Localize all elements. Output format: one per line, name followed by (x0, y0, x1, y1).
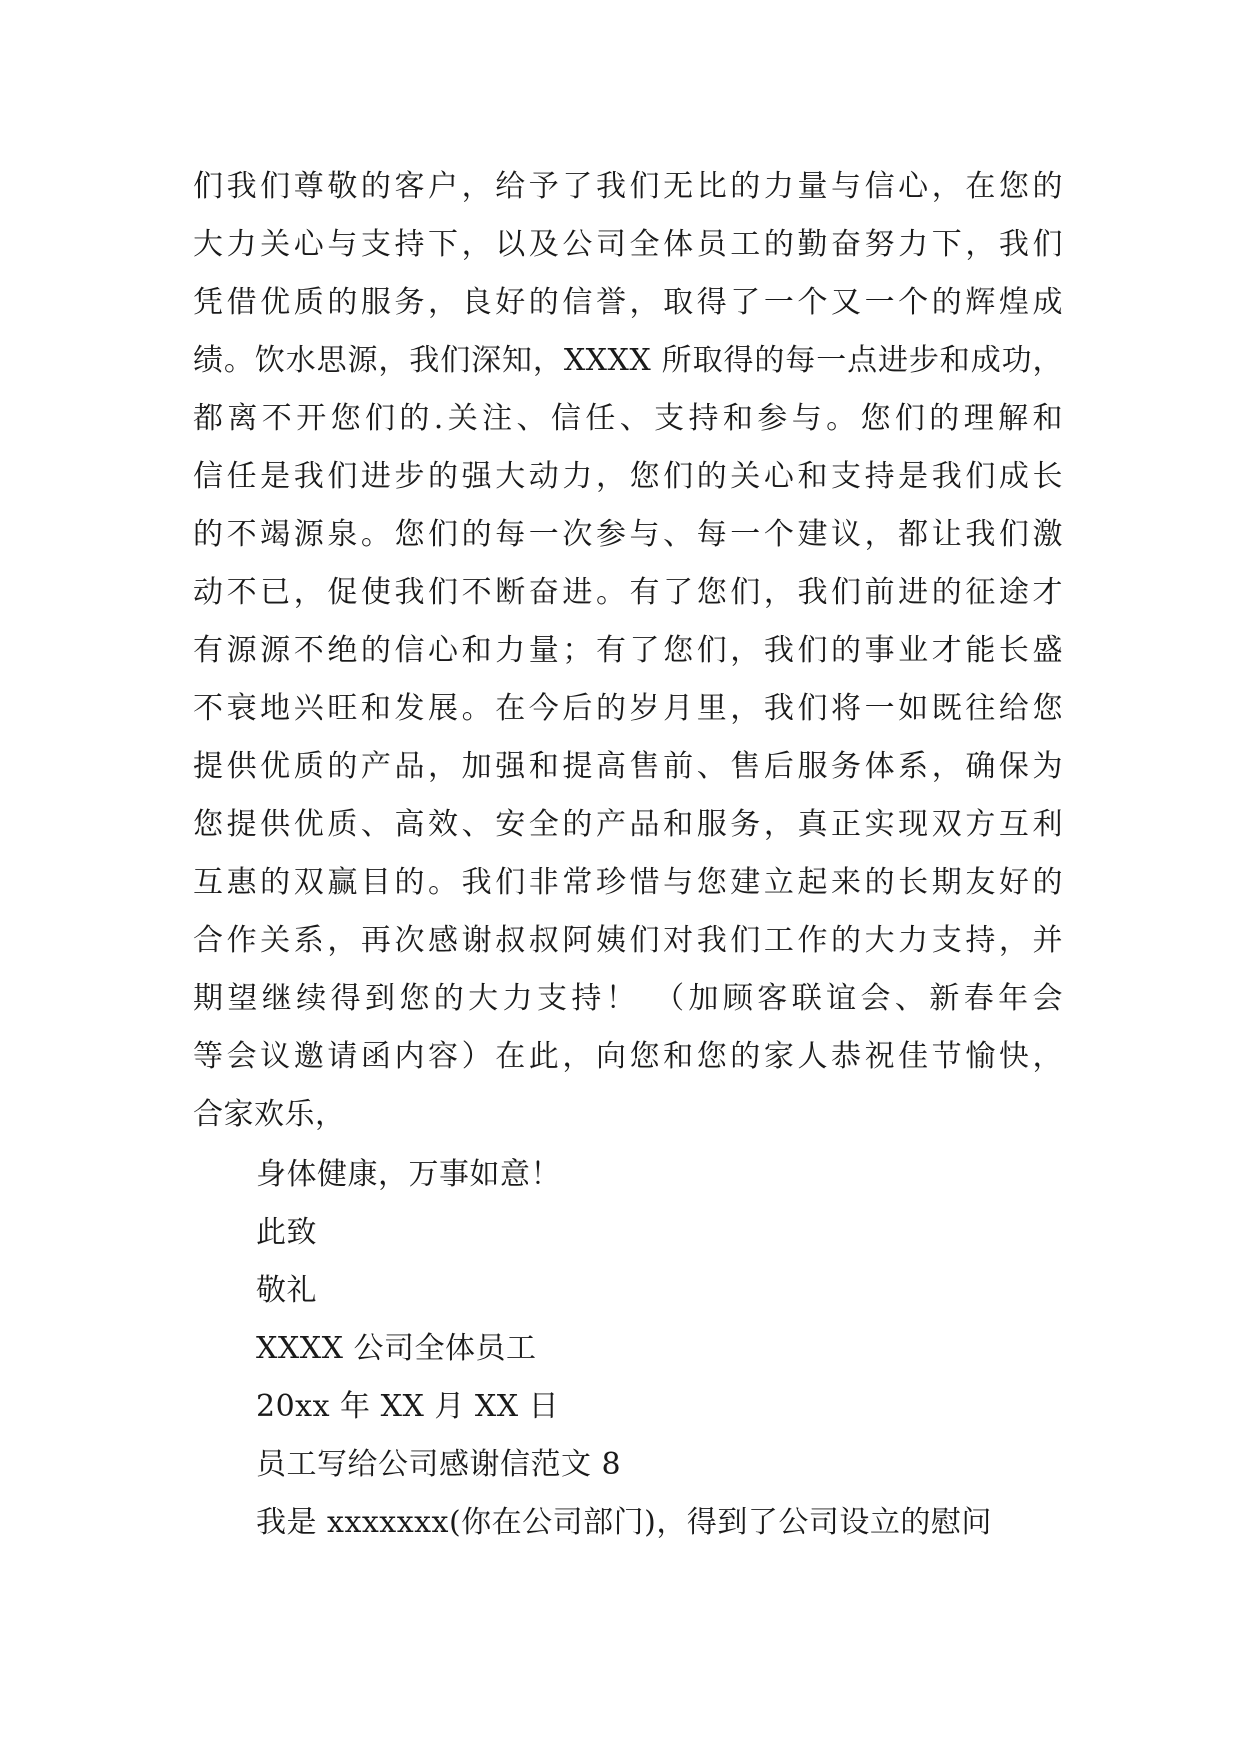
signature: XXXX 公司全体员工 (256, 1331, 537, 1366)
section-title: 员工写给公司感谢信范文 8 (256, 1447, 622, 1482)
paragraph-line: 有源源不绝的信心和力量；有了您们，我们的事业才能长盛 (193, 633, 1063, 668)
paragraph-line: 的不竭源泉。您们的每一次参与、每一个建议，都让我们激 (193, 517, 1063, 552)
paragraph-line: 大力关心与支持下，以及公司全体员工的勤奋努力下，我们 (193, 227, 1063, 262)
letter-date: 20xx 年 XX 月 XX 日 (256, 1389, 560, 1424)
paragraph-line: 您提供优质、高效、安全的产品和服务，真正实现双方互利 (193, 807, 1063, 842)
closing-wish: 身体健康，万事如意！ (256, 1157, 561, 1192)
paragraph-line: 们我们尊敬的客户，给予了我们无比的力量与信心，在您的 (193, 169, 1063, 204)
paragraph-line: 等会议邀请函内容）在此，向您和您的家人恭祝佳节愉快， (193, 1039, 1063, 1074)
letter-body-paragraph (193, 158, 1063, 1144)
paragraph-line: 信任是我们进步的强大动力，您们的关心和支持是我们成长 (193, 459, 1063, 494)
paragraph-line: 合作关系，再次感谢叔叔阿姨们对我们工作的大力支持，并 (193, 923, 1063, 958)
letter-closing (256, 1146, 1056, 1552)
next-letter-opening: 我是 xxxxxxx(你在公司部门)，得到了公司设立的慰问 (256, 1505, 992, 1540)
paragraph-line: 不衰地兴旺和发展。在今后的岁月里，我们将一如既往给您 (193, 691, 1063, 726)
salutation-line-1: 此致 (256, 1215, 317, 1250)
paragraph-line: 凭借优质的服务，良好的信誉，取得了一个又一个的辉煌成 (193, 285, 1063, 320)
paragraph-line: 都离不开您们的.关注、信任、支持和参与。您们的理解和 (193, 401, 1063, 436)
paragraph-line: 动不已，促使我们不断奋进。有了您们，我们前进的征途才 (193, 575, 1063, 610)
paragraph-line: 期望继续得到您的大力支持！ （加顾客联谊会、新春年会 (193, 981, 1063, 1016)
salutation-line-2: 敬礼 (256, 1273, 317, 1308)
paragraph-line: 合家欢乐， (193, 1097, 346, 1132)
paragraph-line: 绩。饮水思源，我们深知，XXXX 所取得的每一点进步和成功， (193, 343, 1063, 378)
paragraph-line: 提供优质的产品，加强和提高售前、售后服务体系，确保为 (193, 749, 1063, 784)
paragraph-line: 互惠的双赢目的。我们非常珍惜与您建立起来的长期友好的 (193, 865, 1063, 900)
